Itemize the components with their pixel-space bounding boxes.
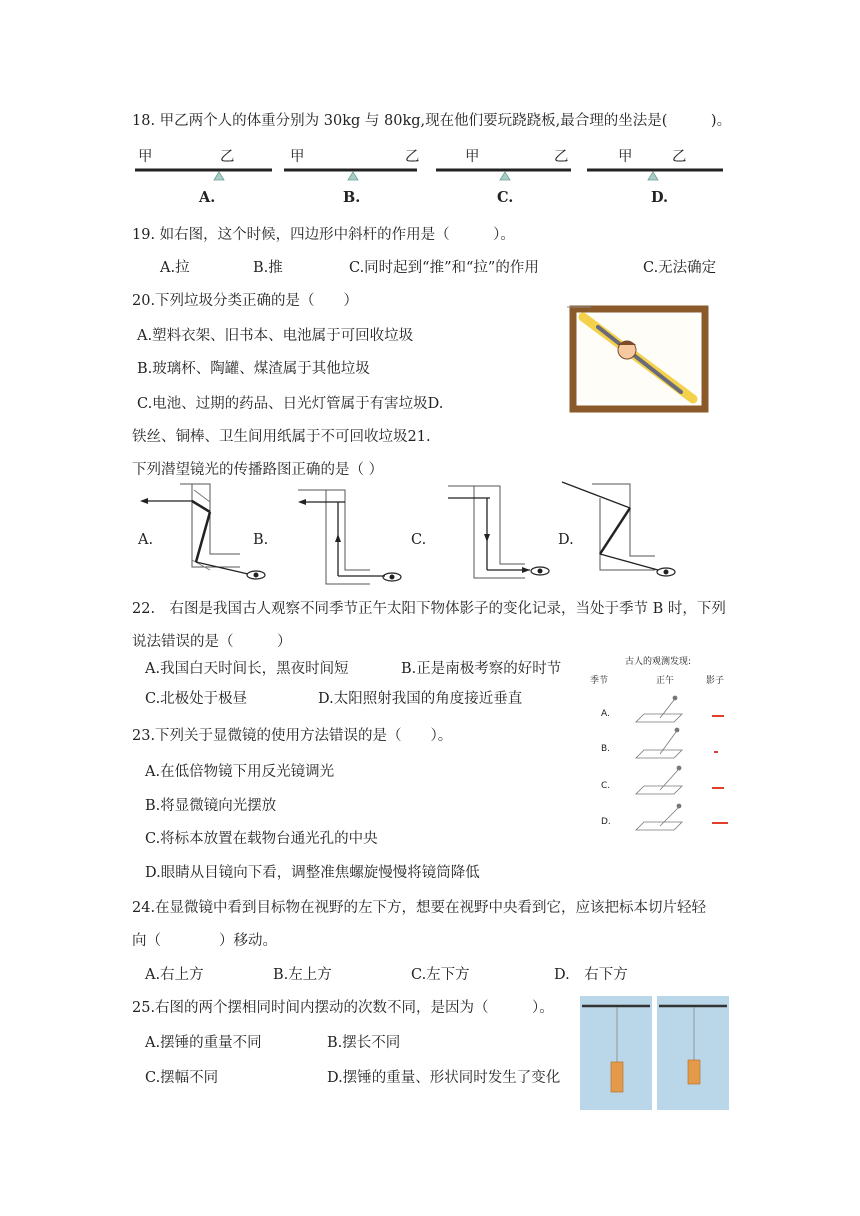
q21-text: 下列潜望镜光的传播路图正确的是（ ） bbox=[132, 462, 384, 478]
seesaw-a-left: 甲 bbox=[138, 149, 153, 165]
q22-option-c: C.北极处于极昼 bbox=[145, 691, 248, 707]
shadow-row-b: B. bbox=[601, 744, 611, 754]
q19-option-d: C.无法确定 bbox=[643, 260, 717, 276]
periscope-c bbox=[448, 486, 549, 578]
q25-option-c: C.摆幅不同 bbox=[145, 1070, 219, 1086]
q24-option-a: A.右上方 bbox=[145, 967, 204, 983]
shadow-figure-title: 古人的观测发现: bbox=[625, 657, 692, 667]
shadow-row-c: C. bbox=[601, 781, 611, 791]
q20-option-b: B.玻璃杯、陶罐、煤渣属于其他垃圾 bbox=[137, 361, 370, 377]
shadow-row-a: A. bbox=[601, 709, 610, 719]
q24-text-line2: 向（ ）移动。 bbox=[132, 933, 277, 949]
periscope-d bbox=[562, 482, 675, 576]
seesaw-b-left: 甲 bbox=[290, 149, 305, 165]
q20-text: 20.下列垃圾分类正确的是（ ） bbox=[132, 293, 359, 309]
shadow-figure-col-shadow: 影子 bbox=[706, 676, 725, 686]
q19-option-c: C.同时起到“推”和“拉”的作用 bbox=[349, 260, 539, 276]
shadow-row-d: D. bbox=[601, 817, 611, 827]
q23-option-a: A.在低倍物镜下用反光镜调光 bbox=[145, 764, 335, 780]
seesaw-a-label: A. bbox=[199, 189, 216, 206]
q22-text-line1: 22. 右图是我国古人观察不同季节正午太阳下物体影子的变化记录，当处于季节 B 时，下列 bbox=[132, 601, 726, 617]
periscope-label-a: A. bbox=[138, 532, 154, 548]
q20-option-a: A.塑料衣架、旧书本、电池属于可回收垃圾 bbox=[137, 328, 414, 344]
q18-text: 18. 甲乙两个人的体重分别为 30kg 与 80kg,现在他们要玩跷跷板,最合理的坐法是( )。 bbox=[132, 113, 732, 129]
periscope-a bbox=[140, 484, 265, 579]
q25-option-a: A.摆锤的重量不同 bbox=[145, 1035, 262, 1051]
q23-option-d: D.眼睛从目镜向下看，调整准焦螺旋慢慢将镜筒降低 bbox=[145, 865, 480, 881]
q25-option-d: D.摆锤的重量、形状同时发生了变化 bbox=[327, 1070, 561, 1086]
periscope-b bbox=[298, 490, 401, 584]
q20-option-c: C.电池、过期的药品、日光灯管属于有害垃圾D. bbox=[137, 396, 444, 412]
q22-option-a: A.我国白天时间长，黑夜时间短 bbox=[145, 661, 349, 677]
q24-option-c: C.左下方 bbox=[411, 967, 470, 983]
seesaw-a-drawing bbox=[135, 165, 275, 185]
seesaw-c-drawing bbox=[436, 165, 576, 185]
q24-option-b: B.左上方 bbox=[273, 967, 332, 983]
q22-option-b: B.正是南极考察的好时节 bbox=[401, 661, 562, 677]
pendulum-figure bbox=[580, 996, 730, 1111]
q22-option-d: D.太阳照射我国的角度接近垂直 bbox=[318, 691, 523, 707]
q22-text-line2: 说法错误的是（ ） bbox=[132, 634, 292, 650]
seesaw-d-left: 甲 bbox=[618, 149, 633, 165]
shadow-figure-col-season: 季节 bbox=[590, 676, 609, 686]
seesaw-b-label: B. bbox=[343, 189, 361, 206]
seesaw-c-right: 乙 bbox=[554, 149, 569, 165]
periscope-label-b: B. bbox=[253, 532, 269, 548]
q25-option-b: B.摆长不同 bbox=[327, 1035, 401, 1051]
q24-text-line1: 24.在显微镜中看到目标物在视野的左下方，想要在视野中央看到它，应该把标本切片轻轻 bbox=[132, 900, 707, 916]
seesaw-b-right: 乙 bbox=[405, 149, 420, 165]
shadow-figure-drawing bbox=[632, 690, 742, 840]
periscope-label-d: D. bbox=[558, 532, 574, 548]
seesaw-c-label: C. bbox=[497, 189, 514, 206]
q23-text: 23.下列关于显微镜的使用方法错误的是（ ）。 bbox=[132, 728, 453, 744]
q23-option-b: B.将显微镜向光摆放 bbox=[145, 798, 277, 814]
seesaw-d-label: D. bbox=[651, 189, 669, 206]
q19-option-a: A.拉 bbox=[160, 260, 190, 276]
shadow-figure-col-noon: 正午 bbox=[656, 676, 675, 686]
seesaw-d-right: 乙 bbox=[672, 149, 687, 165]
periscope-figures bbox=[130, 482, 690, 592]
q25-text: 25.右图的两个摆相同时间内摆动的次数不同，是因为（ ）。 bbox=[132, 1000, 554, 1016]
seesaw-b-drawing bbox=[284, 165, 424, 185]
q19-text: 19. 如右图，这个时候，四边形中斜杆的作用是（ ）。 bbox=[132, 227, 515, 243]
frame-with-person-figure bbox=[563, 297, 713, 412]
seesaw-d-drawing bbox=[587, 165, 727, 185]
seesaw-c-left: 甲 bbox=[465, 149, 480, 165]
q23-option-c: C.将标本放置在载物台通光孔的中央 bbox=[145, 831, 378, 847]
q24-option-d: D. 右下方 bbox=[554, 967, 628, 983]
q20-option-d: 铁丝、铜棒、卫生间用纸属于不可回收垃圾21. bbox=[132, 429, 431, 445]
seesaw-a-right: 乙 bbox=[220, 149, 235, 165]
q19-option-b: B.推 bbox=[253, 260, 283, 276]
periscope-label-c: C. bbox=[411, 532, 427, 548]
